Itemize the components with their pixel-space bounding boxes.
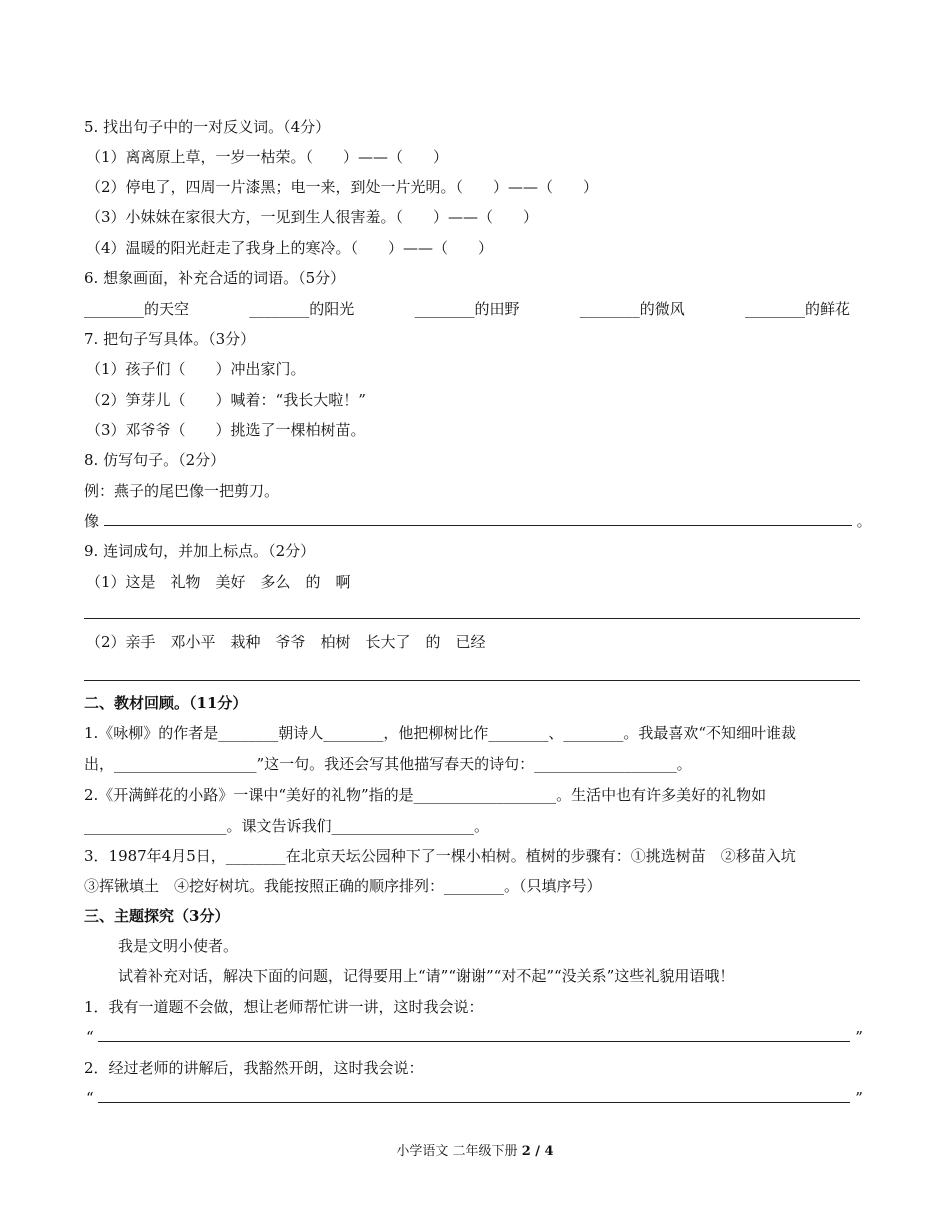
footer-text: 小学语文 二年级下册 — [396, 1144, 518, 1159]
q5-item-3: （3）小妹妹在家很大方，一见到生人很害羞。（ ）——（ ） — [86, 208, 539, 226]
open-quote: “ — [86, 1089, 94, 1107]
q9-item-2: （2）亲手 邓小平 栽种 爷爷 柏树 长大了 的 已经 — [86, 633, 486, 651]
q6-item-breeze: ________的微风 — [579, 300, 685, 318]
sec3-q2-answer — [86, 1083, 876, 1113]
q5-item-2: （2）停电了，四周一片漆黑；电一来，到处一片光明。（ ）——（ ） — [86, 178, 599, 196]
sec2-p3-line1: 3．1987年4月5日，________在北京天坛公园种下了一棵小柏树。植树的步骤有：①挑选树苗 ②移苗入坑 — [84, 847, 796, 865]
q9-answer-line-2[interactable] — [84, 680, 860, 681]
q8-title: 8. 仿写句子。（2分） — [84, 451, 226, 469]
q7-item-2: （2）笋芽儿（ ）喊着：“我长大啦！” — [86, 391, 366, 409]
q8-example: 例：燕子的尾巴像一把剪刀。 — [84, 482, 280, 500]
sec3-q2: 2．经过老师的讲解后，我豁然开朗，这时我会说： — [84, 1059, 424, 1077]
q6-item-sunshine: ________的阳光 — [249, 300, 355, 318]
q8-end: 。 — [856, 512, 872, 530]
q8-lead: 像 — [84, 512, 100, 530]
sec2-p2-line2: ___________________。课文告诉我们___________________。 — [84, 817, 490, 835]
q6-item-sky: ________的天空 — [84, 300, 190, 318]
page-footer — [0, 1140, 950, 1159]
sec3-q1-answer-blank[interactable] — [98, 1023, 850, 1042]
q5-title: 5. 找出句子中的一对反义词。（4分） — [84, 118, 331, 136]
q6-item-flowers: ________的鲜花 — [744, 300, 850, 318]
sec2-p2-line1: 2.《开满鲜花的小路》一课中“美好的礼物”指的是___________________。生活中也有许多美好的礼物如 — [84, 786, 767, 804]
page-number: 2 / 4 — [521, 1144, 554, 1159]
q8-answer-blank[interactable] — [104, 507, 852, 526]
q7-title: 7. 把句子写具体。（3分） — [84, 330, 256, 348]
sec3-q2-answer-blank[interactable] — [98, 1084, 850, 1103]
sec3-intro-1: 我是文明小使者。 — [118, 937, 239, 955]
q9-title: 9. 连词成句，并加上标点。（2分） — [84, 542, 316, 560]
sec2-p3-line2: ③挥锹填土 ④挖好树坑。我能按照正确的顺序排列：________。（只填序号） — [84, 877, 602, 895]
q6-title: 6. 想象画面，补充合适的词语。（5分） — [84, 269, 346, 287]
sec3-intro-2: 试着补充对话，解决下面的问题，记得要用上“请”“谢谢”“对不起”“没关系”这些礼貌用语哦！ — [118, 967, 735, 985]
sec2-p1-line1: 1.《咏柳》的作者是________朝诗人________，他把柳树比作________、________。我最喜欢“不知细叶谁裁 — [84, 724, 796, 742]
q6-items — [84, 294, 874, 324]
q6-item-field: ________的田野 — [414, 300, 520, 318]
q7-item-1: （1）孩子们（ ）冲出家门。 — [86, 360, 306, 378]
q9-item-1: （1）这是 礼物 美好 多么 的 啊 — [86, 573, 351, 591]
section-3-title: 三、主题探究（3分） — [84, 907, 230, 925]
close-quote: ” — [855, 1089, 863, 1107]
sec2-p1-line2: 出，___________________”这一句。我还会写其他描写春天的诗句：___________________。 — [84, 755, 692, 773]
section-2-title: 二、教材回顾。（11分） — [84, 694, 248, 712]
close-quote: ” — [855, 1028, 863, 1046]
q9-answer-line-1[interactable] — [84, 618, 860, 619]
q5-item-1: （1）离离原上草，一岁一枯荣。（ ）——（ ） — [86, 148, 449, 166]
sec3-q1-answer — [86, 1022, 876, 1052]
open-quote: “ — [86, 1028, 94, 1046]
q7-item-3: （3）邓爷爷（ ）挑选了一棵柏树苗。 — [86, 421, 366, 439]
sec3-q1: 1．我有一道题不会做，想让老师帮忙讲一讲，这时我会说： — [84, 998, 484, 1016]
q8-answer-line — [84, 506, 874, 536]
q5-item-4: （4）温暖的阳光赶走了我身上的寒冷。（ ）——（ ） — [86, 239, 494, 257]
